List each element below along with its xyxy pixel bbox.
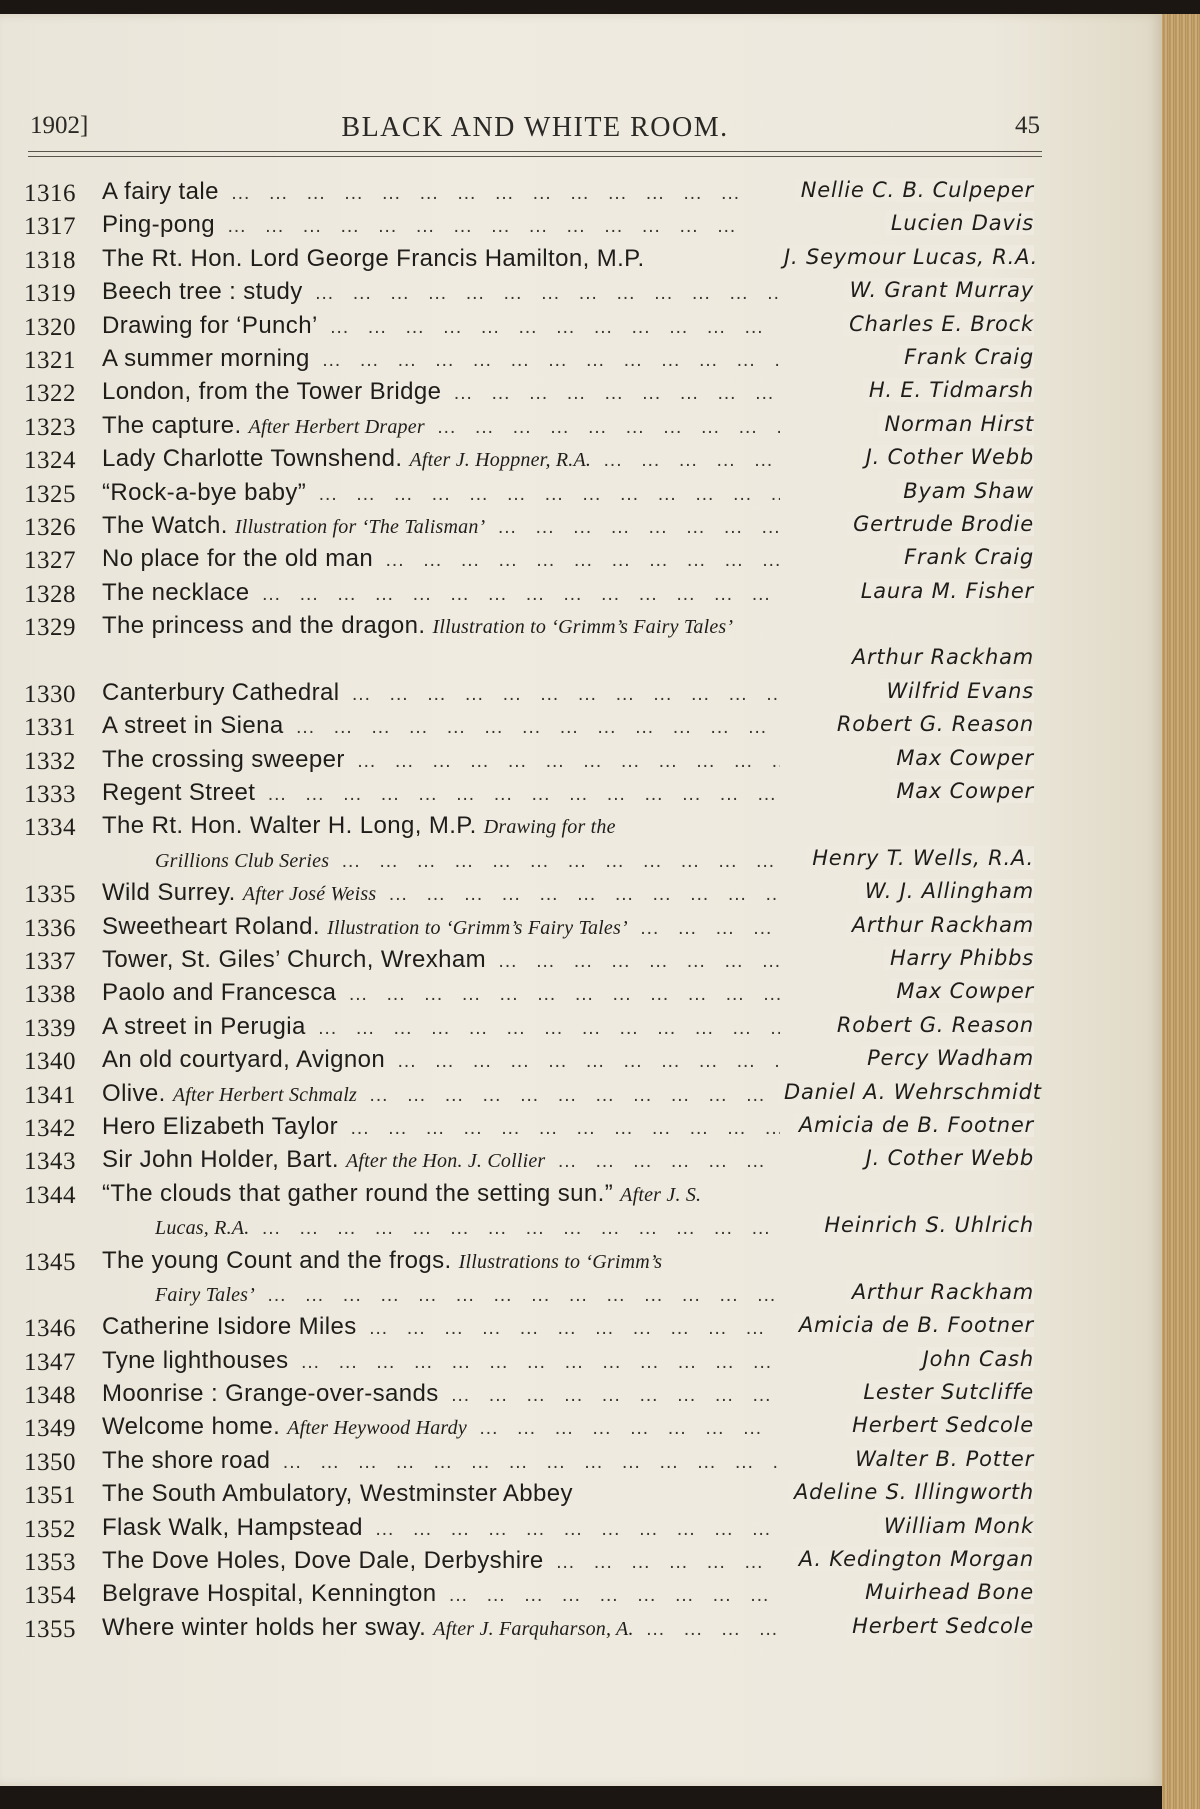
entry-title <box>102 378 780 410</box>
entry-artist: Max Cowper <box>890 779 1034 803</box>
entry-number: 1336 <box>24 914 76 942</box>
entry-title <box>102 479 780 511</box>
entry-artist: Frank Craig <box>898 545 1034 569</box>
list-item-continuation <box>0 846 1040 879</box>
entry-artist: Norman Hirst <box>878 412 1034 436</box>
entry-number: 1355 <box>24 1615 76 1643</box>
entry-title <box>102 1580 780 1612</box>
entry-title-text: Ping-pong <box>102 211 216 239</box>
entry-title-text: Drawing for ‘Punch’ <box>102 311 318 339</box>
list-item <box>0 378 1040 411</box>
entry-title-text: Lady Charlotte Townshend. <box>102 445 403 473</box>
list-item <box>0 946 1040 979</box>
list-item <box>0 1113 1040 1146</box>
list-item <box>0 278 1040 311</box>
entry-title <box>102 1614 780 1646</box>
entry-number: 1351 <box>24 1482 76 1510</box>
entry-title-text: Belgrave Hospital, Kennington <box>102 1580 437 1608</box>
entry-title <box>102 712 780 744</box>
entry-title <box>102 345 780 377</box>
entry-artist: Laura M. Fisher <box>855 579 1034 603</box>
entry-title-text: A street in Siena <box>102 712 284 740</box>
entry-number: 1347 <box>24 1348 76 1376</box>
list-item <box>0 1180 1040 1213</box>
entry-title-text: London, from the Tower Bridge <box>102 378 442 406</box>
list-item <box>0 1080 1040 1113</box>
entry-title <box>102 779 780 811</box>
entry-number: 1318 <box>24 246 76 274</box>
entry-title-text: The shore road <box>102 1446 271 1474</box>
entry-artist: John Cash <box>917 1347 1034 1371</box>
entry-number: 1332 <box>24 747 76 775</box>
entry-number: 1322 <box>24 380 76 408</box>
list-item-continuation <box>0 645 1040 678</box>
entry-artist: J. Cother Webb <box>860 1146 1034 1170</box>
entry-number: 1345 <box>24 1248 76 1276</box>
page-title: BLACK AND WHITE ROOM. <box>341 112 729 143</box>
entry-note: Lucas, R.A. <box>155 1217 250 1240</box>
entry-title <box>155 1213 780 1245</box>
entry-number: 1330 <box>24 680 76 708</box>
entry-title <box>102 1347 780 1379</box>
list-item <box>0 1380 1040 1413</box>
entry-note: Fairy Tales’ <box>155 1283 255 1306</box>
entry-title-text: Paolo and Francesca <box>102 979 337 1007</box>
entry-title <box>102 1313 780 1345</box>
list-item <box>0 879 1040 912</box>
entry-title <box>102 1547 780 1579</box>
list-item <box>0 345 1040 378</box>
entry-artist: Charles E. Brock <box>843 312 1034 336</box>
entry-artist: Henry T. Wells, R.A. <box>806 846 1034 870</box>
entry-title-text: Sweetheart Roland. <box>102 912 320 940</box>
entry-title-text: Regent Street <box>102 779 256 807</box>
list-item <box>0 1547 1040 1580</box>
entry-number: 1339 <box>24 1014 76 1042</box>
entry-number: 1350 <box>24 1448 76 1476</box>
list-item <box>0 1514 1040 1547</box>
list-item <box>0 1146 1040 1179</box>
entry-title-text: Tyne lighthouses <box>102 1346 289 1374</box>
entry-number: 1348 <box>24 1382 76 1410</box>
list-item <box>0 1413 1040 1446</box>
entry-title-text: The Rt. Hon. Walter H. Long, M.P. <box>102 812 477 840</box>
list-item <box>0 779 1040 812</box>
list-item <box>0 479 1040 512</box>
entry-title-text: The young Count and the frogs. <box>102 1246 452 1274</box>
list-item <box>0 913 1040 946</box>
entry-artist: H. E. Tidmarsh <box>863 378 1034 402</box>
entry-number: 1319 <box>24 280 76 308</box>
entry-note: Illustration for ‘The Talisman’ <box>234 515 486 538</box>
header-rule-thin <box>28 156 1042 157</box>
entry-number: 1354 <box>24 1582 76 1610</box>
entry-note: After José Weiss <box>242 883 377 906</box>
entry-artist: W. J. Allingham <box>859 879 1034 903</box>
list-item <box>0 1313 1040 1346</box>
entry-number: 1335 <box>24 881 76 909</box>
entry-number: 1320 <box>24 313 76 341</box>
list-item <box>0 312 1040 345</box>
entry-title <box>102 946 780 978</box>
list-item <box>0 1247 1040 1280</box>
entry-artist: Max Cowper <box>890 746 1034 770</box>
entry-artist: Nellie C. B. Culpeper <box>795 178 1034 202</box>
entry-title-text: The Watch. <box>102 511 228 539</box>
entry-artist: Amicia de B. Footner <box>793 1113 1034 1137</box>
entry-number: 1326 <box>24 513 76 541</box>
entry-title <box>102 1514 780 1546</box>
entry-title-text: Flask Walk, Hampstead <box>102 1513 363 1541</box>
entry-title <box>102 278 780 310</box>
list-item <box>0 679 1040 712</box>
entry-title-text: “The clouds that gather round the setting sun.” <box>102 1179 614 1207</box>
entry-number: 1337 <box>24 947 76 975</box>
entry-artist: Muirhead Bone <box>859 1580 1034 1604</box>
list-item <box>0 1580 1040 1613</box>
entry-title <box>102 1013 780 1045</box>
list-item <box>0 1480 1040 1513</box>
entry-title <box>102 1113 780 1145</box>
entry-title <box>102 312 780 344</box>
entry-title-text: Catherine Isidore Miles <box>102 1313 357 1341</box>
entry-number: 1343 <box>24 1148 76 1176</box>
entry-number: 1333 <box>24 781 76 809</box>
entry-number: 1352 <box>24 1515 76 1543</box>
entry-title <box>102 545 780 577</box>
entry-artist: J. Seymour Lucas, R.A. <box>778 245 1034 269</box>
list-item <box>0 245 1040 278</box>
entry-title <box>102 211 780 243</box>
entry-title-text: Canterbury Cathedral <box>102 678 340 706</box>
entry-artist: Max Cowper <box>890 979 1034 1003</box>
entry-note: Illustration to ‘Grimm’s Fairy Tales’ <box>432 616 734 639</box>
running-header <box>30 112 1040 148</box>
entry-artist: Lester Sutcliffe <box>857 1380 1034 1404</box>
list-item <box>0 412 1040 445</box>
entry-title <box>102 412 780 444</box>
entry-title-text: The Rt. Hon. Lord George Francis Hamilton, M.P. <box>102 244 645 272</box>
entry-artist: Gertrude Brodie <box>847 512 1034 536</box>
entry-artist: Daniel A. Wehrschmidt <box>778 1080 1034 1104</box>
entry-title-text: Hero Elizabeth Taylor <box>102 1112 339 1140</box>
entry-title-text: A summer morning <box>102 344 310 372</box>
entry-artist: Heinrich S. Uhlrich <box>818 1213 1034 1237</box>
entry-title <box>102 1080 780 1112</box>
entry-title <box>102 1247 1030 1279</box>
entry-title-text: The capture. <box>102 411 242 439</box>
entry-title <box>102 1413 780 1445</box>
entry-title-text: The South Ambulatory, Westminster Abbey <box>102 1480 573 1508</box>
entry-artist: J. Cother Webb <box>860 445 1034 469</box>
entry-number: 1346 <box>24 1315 76 1343</box>
list-item <box>0 1013 1040 1046</box>
entry-number: 1349 <box>24 1415 76 1443</box>
entry-title <box>102 913 780 945</box>
entry-title-text: Sir John Holder, Bart. <box>102 1146 339 1174</box>
entry-artist: Robert G. Reason <box>831 712 1034 736</box>
entry-title <box>155 1280 780 1312</box>
entry-number: 1325 <box>24 480 76 508</box>
entry-title <box>155 846 780 878</box>
entry-number: 1338 <box>24 981 76 1009</box>
entry-note: After Herbert Schmalz <box>172 1083 357 1106</box>
entry-note: Grillions Club Series <box>155 849 330 872</box>
entry-number: 1329 <box>24 614 76 642</box>
list-item <box>0 1046 1040 1079</box>
entry-title-text: The crossing sweeper <box>102 745 345 773</box>
entry-title <box>102 879 780 911</box>
entry-number: 1317 <box>24 213 76 241</box>
entry-artist: Herbert Sedcole <box>846 1614 1034 1638</box>
entry-title <box>102 1180 1030 1212</box>
entry-title-text: An old courtyard, Avignon <box>102 1046 386 1074</box>
header-rule <box>28 151 1042 152</box>
entry-title-text: The necklace <box>102 578 250 606</box>
list-item <box>0 1614 1040 1647</box>
entry-artist: Lucien Davis <box>885 211 1034 235</box>
entry-title <box>102 1447 780 1479</box>
list-item <box>0 612 1040 645</box>
entry-title <box>102 812 1030 844</box>
page-edges <box>1162 14 1200 1809</box>
entry-artist: W. Grant Murray <box>844 278 1034 302</box>
list-item <box>0 746 1040 779</box>
list-item <box>0 1347 1040 1380</box>
page-number: 45 <box>1015 112 1040 139</box>
entry-title-text: No place for the old man <box>102 545 374 573</box>
entry-note: Drawing for the <box>483 816 616 839</box>
entry-number: 1323 <box>24 413 76 441</box>
entry-title <box>102 746 780 778</box>
entry-number: 1353 <box>24 1549 76 1577</box>
entry-note: After J. Hoppner, R.A. <box>409 449 592 472</box>
list-item-continuation <box>0 1213 1040 1246</box>
entry-artist: Arthur Rackham <box>846 1280 1034 1304</box>
entry-title-text: “Rock-a-bye baby” <box>102 478 307 506</box>
list-item <box>0 712 1040 745</box>
entry-note: Illustrations to ‘Grimm’s <box>458 1250 663 1273</box>
entry-title <box>102 445 780 477</box>
entry-title <box>102 979 780 1011</box>
entry-title <box>102 579 780 611</box>
entry-artist: William Monk <box>878 1514 1034 1538</box>
entry-artist: Frank Craig <box>898 345 1034 369</box>
entry-note: After the Hon. J. Collier <box>345 1150 546 1173</box>
entry-number: 1324 <box>24 447 76 475</box>
list-item <box>0 545 1040 578</box>
entry-title-text: A fairy tale <box>102 178 219 205</box>
entry-number: 1316 <box>24 180 76 207</box>
entry-title <box>102 612 1030 644</box>
entry-title <box>102 679 780 711</box>
entry-artist: Byam Shaw <box>897 479 1034 503</box>
entry-number: 1327 <box>24 547 76 575</box>
entry-artist: Harry Phibbs <box>884 946 1034 970</box>
entry-title-text: Where winter holds her sway. <box>102 1613 427 1641</box>
entry-number: 1342 <box>24 1114 76 1142</box>
entry-number: 1331 <box>24 714 76 742</box>
entry-number: 1344 <box>24 1181 76 1209</box>
entry-title-text: Wild Surrey. <box>102 879 236 907</box>
catalogue-list <box>0 178 1040 1647</box>
entry-note: After J. S. <box>620 1183 702 1206</box>
list-item <box>0 579 1040 612</box>
entry-artist: Arthur Rackham <box>851 645 1034 670</box>
entry-title-text: The Dove Holes, Dove Dale, Derbyshire <box>102 1547 544 1575</box>
list-item <box>0 979 1040 1012</box>
entry-title-text: The princess and the dragon. <box>102 612 426 640</box>
entry-title <box>102 1046 780 1078</box>
list-item <box>0 812 1040 845</box>
entry-title <box>102 1380 780 1412</box>
entry-note: After Heywood Hardy <box>287 1417 467 1440</box>
entry-title-text: A street in Perugia <box>102 1012 306 1040</box>
list-item <box>0 512 1040 545</box>
entry-title-text: Moonrise : Grange-over-sands <box>102 1380 439 1408</box>
entry-title <box>102 178 780 210</box>
entry-artist: A. Kedington Morgan <box>793 1547 1034 1571</box>
entry-title-text: Olive. <box>102 1079 166 1107</box>
list-item <box>0 445 1040 478</box>
list-item <box>0 1447 1040 1480</box>
list-item <box>0 178 1040 211</box>
entry-number: 1321 <box>24 346 76 374</box>
header-year: 1902] <box>30 112 89 139</box>
entry-title <box>102 512 780 544</box>
entry-note: Illustration to ‘Grimm’s Fairy Tales’ <box>327 916 628 939</box>
entry-note: After Herbert Draper <box>248 415 425 438</box>
entry-artist: Adeline S. Illingworth <box>788 1480 1034 1504</box>
entry-title-text: Welcome home. <box>102 1413 281 1441</box>
entry-number: 1341 <box>24 1081 76 1109</box>
entry-title-text: Beech tree : study <box>102 278 303 306</box>
entry-artist: Amicia de B. Footner <box>793 1313 1034 1337</box>
entry-artist: Herbert Sedcole <box>846 1413 1034 1437</box>
entry-artist: Walter B. Potter <box>849 1447 1034 1471</box>
entry-artist: Percy Wadham <box>861 1046 1034 1070</box>
entry-artist: Arthur Rackham <box>846 913 1034 937</box>
entry-title-text: Tower, St. Giles’ Church, Wrexham <box>102 945 486 973</box>
entry-artist: Wilfrid Evans <box>880 679 1034 703</box>
entry-number: 1340 <box>24 1048 76 1076</box>
entry-number: 1334 <box>24 814 76 842</box>
list-item-continuation <box>0 1280 1040 1313</box>
entry-number: 1328 <box>24 580 76 608</box>
entry-artist: Robert G. Reason <box>831 1013 1034 1037</box>
list-item <box>0 211 1040 244</box>
entry-title <box>102 1146 780 1178</box>
entry-note: After J. Farquharson, A. <box>433 1617 634 1640</box>
